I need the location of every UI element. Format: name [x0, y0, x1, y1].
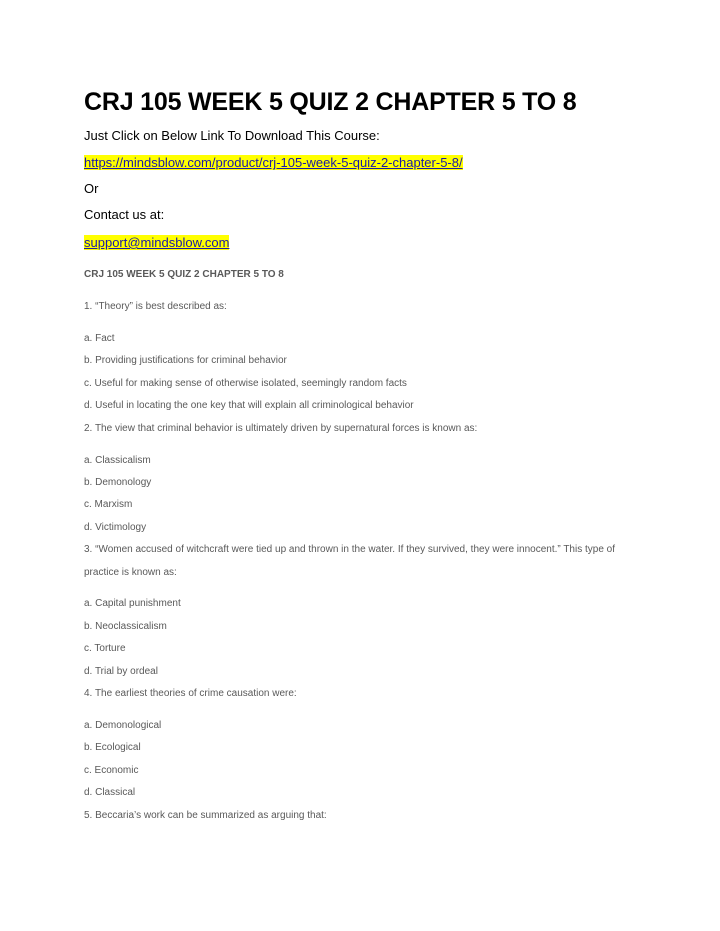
question-5: 5. Beccaria’s work can be summarized as arguing that: — [84, 810, 327, 821]
download-link[interactable]: https://mindsblow.com/product/crj-105-week-5-quiz-2-chapter-5-8/ — [84, 155, 463, 170]
question-3-option-b: b. Neoclassicalism — [84, 621, 167, 632]
question-3-option-c: c. Torture — [84, 643, 126, 654]
question-2-option-b: b. Demonology — [84, 477, 152, 488]
question-2-option-d: d. Victimology — [84, 522, 147, 533]
question-2: 2. The view that criminal behavior is ultimately driven by supernatural forces is known as: — [84, 423, 478, 434]
question-4: 4. The earliest theories of crime causation were: — [84, 688, 297, 699]
page-title: CRJ 105 WEEK 5 QUIZ 2 CHAPTER 5 TO 8 — [84, 88, 577, 116]
question-4-option-d: d. Classical — [84, 787, 136, 798]
question-4-option-b: b. Ecological — [84, 742, 141, 753]
or-text: Or — [84, 181, 99, 196]
question-1-option-c: c. Useful for making sense of otherwise isolated, seemingly random facts — [84, 378, 407, 389]
question-2-option-a: a. Classicalism — [84, 455, 151, 466]
question-2-option-c: c. Marxism — [84, 499, 133, 510]
email-line — [84, 234, 229, 252]
question-1-option-d: d. Useful in locating the one key that will explain all criminological behavior — [84, 400, 414, 411]
question-3-option-d: d. Trial by ordeal — [84, 666, 158, 677]
intro-text: Just Click on Below Link To Download This Course: — [84, 128, 380, 143]
section-subheading: CRJ 105 WEEK 5 QUIZ 2 CHAPTER 5 TO 8 — [84, 269, 284, 280]
download-link-line — [84, 154, 463, 172]
question-1-option-a: a. Fact — [84, 333, 115, 344]
question-3-option-a: a. Capital punishment — [84, 598, 181, 609]
contact-label: Contact us at: — [84, 207, 165, 222]
question-4-option-a: a. Demonological — [84, 720, 162, 731]
question-1-option-b: b. Providing justifications for criminal behavior — [84, 355, 287, 366]
question-4-option-c: c. Economic — [84, 765, 139, 776]
email-link[interactable]: support@mindsblow.com — [84, 235, 230, 250]
question-3: 3. “Women accused of witchcraft were tied up and thrown in the water. If they survived, they were innocent.” This type of practice is known as: — [84, 544, 616, 578]
question-1: 1. “Theory” is best described as: — [84, 301, 227, 312]
